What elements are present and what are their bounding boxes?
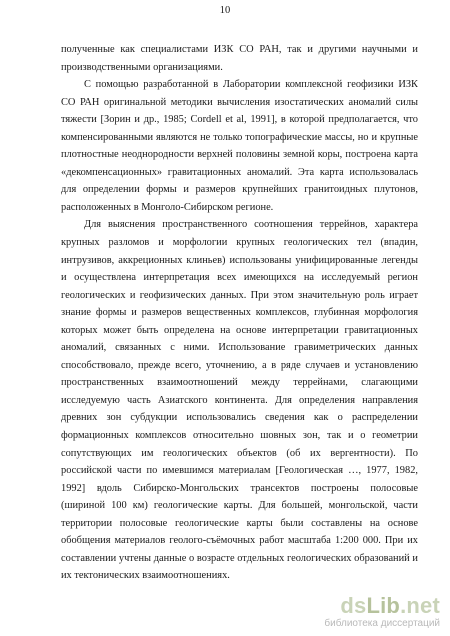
dslib-logo [324,595,440,617]
page-number: 10 [219,5,231,16]
document-body [61,41,418,585]
paragraph-terranes: Для выяснения пространственного соотношения террейнов, характера крупных разломов и морфологии крупных геологических тел (впадин, интрузивов, аккреционных клиньев) использованы унифицированные легенды и осуществлена интерпретация всех имеющихся на исследуемый регион геологических и геофизических данных. При этом значительную роль играет знание формы и размеров вещественных комплексов, глубинная морфология которых может быть определена на основе интерпретации гравитационных аномалий, связанных с ними. Использование гравиметрических данных способствовало, прежде всего, уточнению, а в ряде случаев и установлению пространственных взаимоотношений между террейнами, слагающими исследуемую часть Азиатского континента. Для определения направления древних зон субдукции использовались сведения как о распределении формационных комплексов относительно шовных зон, так и о геометрии сопутствующих им геологических объектов (об их вергентности). По российской части по имевшимся материалам [Геологическая …, 1977, 1982, 1992] вдоль Сибирско-Монгольских трансектов построены полосовые (шириной 100 км) геологические карты. Для большей, монгольской, части территории полосовые геологические карты были составлены на основе обобщения материалов геолого-съёмочных работ масштаба 1:200 000. При их составлении учтены данные о возрасте отдельных геологических образований и их тектонических взаимоотношениях. [61,219,418,582]
logo-suffix: .net [400,593,440,618]
paragraph-continued: полученные как специалистами ИЗК СО РАН, так и другими научными и производственными организациями. [61,44,418,73]
paragraph-isostatic-method: С помощью разработанной в Лаборатории комплексной геофизики ИЗК СО РАН оригинальной методики вычисления изостатических аномалий силы тяжести [Зорин и др., 1985; Cordell et al, 1991], в которой предполагается, что компенсированными являются не только топографические массы, но и крупные плотностные неоднородности верхней половины земной коры, построена карта «декомпенсационных» гравитационных аномалий. Эта карта использовалась для определении формы и размеров крупнейших гранитоидных плутонов, расположенных в Монголо-Сибирском регионе. [61,79,418,213]
logo-prefix: ds [340,593,367,618]
logo-main: Lib [366,593,401,618]
dslib-watermark [324,595,440,630]
dslib-subtitle: библиотека диссертаций [324,618,440,629]
